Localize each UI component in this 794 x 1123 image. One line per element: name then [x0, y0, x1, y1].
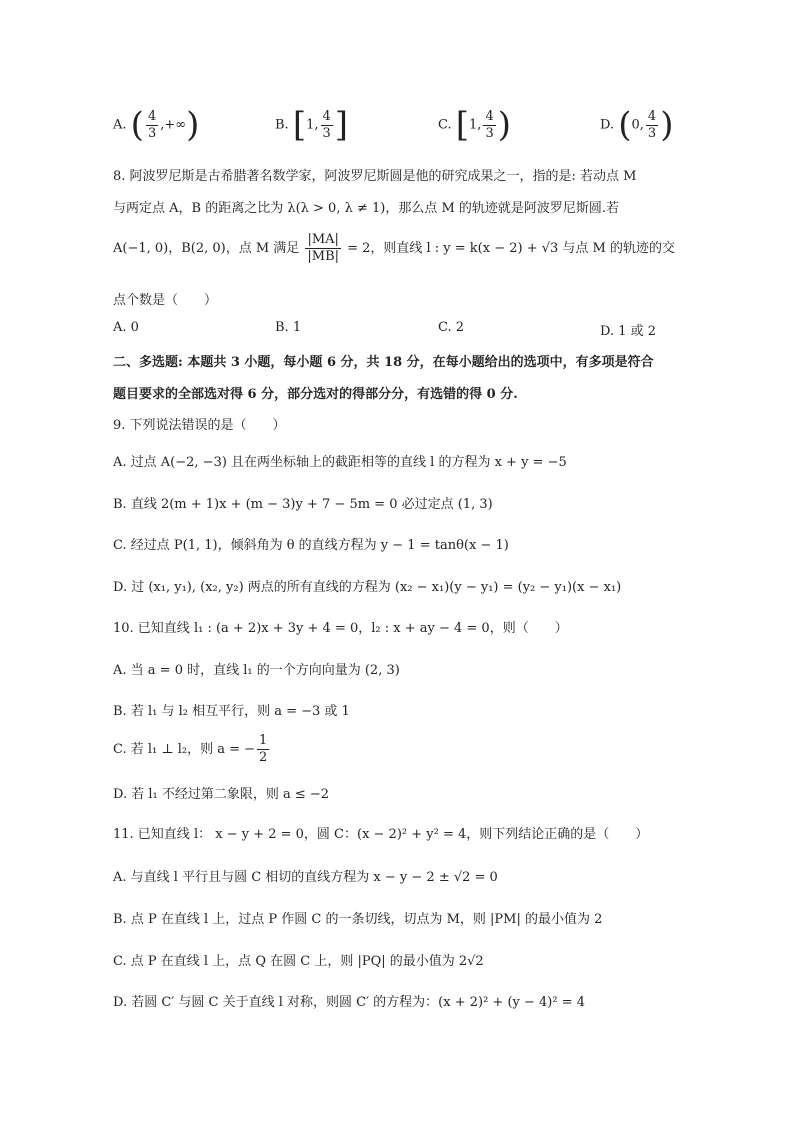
q9-option-c: C. 经过点 P(1, 1)，倾斜角为 θ 的直线方程为 y − 1 = tanθ(x − 1) — [113, 538, 509, 553]
q8-stem-line-1: 8. 阿波罗尼斯是古希腊著名数学家，阿波罗尼斯圆是他的研究成果之一，指的是: 若动点 M — [113, 169, 637, 184]
q10-stem: 10. 已知直线 l₁ : (a + 2)x + 3y + 4 = 0，l₂ : x + ay − 4 = 0，则（ ） — [113, 621, 568, 636]
q8-stem-line-3: A(−1, 0)，B(2, 0)，点 M 满足 $\frac{|MA|}{|MB|}$ = 2，则直线 l : y = k(x − 2) + √3 与点 M 的轨迹的交 — [113, 232, 675, 264]
q8-option-b: B. 1 — [275, 320, 302, 335]
q10-option-c: C. 若 l₁ ⊥ l₂，则 a = − $\frac{1}{2}$ — [113, 733, 268, 765]
q10-option-b: B. 若 l₁ 与 l₂ 相互平行，则 a = −3 或 1 — [113, 704, 350, 719]
q7-option-a: A. ( $\frac{4}{3}$ ,+∞) — [113, 105, 200, 145]
q11-option-d: D. 若圆 C′ 与圆 C 关于直线 l 对称，则圆 C′ 的方程为：(x + 2)² + (y − 4)² = 4 — [113, 995, 586, 1010]
q8-option-c: C. 2 — [438, 320, 465, 335]
section-2-heading-line-2: 题目要求的全部选对得 6 分，部分选对的得部分分，有选错的得 0 分. — [113, 387, 518, 402]
q9-option-d: D. 过 (x₁, y₁), (x₂, y₂) 两点的所有直线的方程为 (x₂ − x₁)(y − y₁) = (y₂ − y₁)(x − x₁) — [113, 580, 622, 595]
q8-stem-line-2: 与两定点 A，B 的距离之比为 λ(λ > 0, λ ≠ 1)，那么点 M 的轨迹就是阿波罗尼斯圆.若 — [113, 201, 620, 216]
q9-option-a: A. 过点 A(−2, −3) 且在两坐标轴上的截距相等的直线 l 的方程为 x + y = −5 — [113, 455, 567, 470]
q8-stem-line-4: 点个数是（ ） — [113, 293, 218, 308]
q11-stem: 11. 已知直线 l： x − y + 2 = 0，圆 C：(x − 2)² + y² = 4，则下列结论正确的是（ ） — [113, 827, 649, 842]
q8-option-a: A. 0 — [113, 320, 139, 335]
q8-option-d: D. 1 或 2 — [600, 324, 657, 339]
q10-option-d: D. 若 l₁ 不经过第二象限，则 a ≤ −2 — [113, 787, 330, 802]
q10-c-fraction: $\frac{1}{2}$ — [259, 733, 268, 765]
q9-stem: 9. 下列说法错误的是（ ） — [113, 418, 286, 433]
q11-option-b: B. 点 P 在直线 l 上，过点 P 作圆 C 的一条切线，切点为 M，则 |PM| 的最小值为 2 — [113, 912, 603, 927]
q10-option-a: A. 当 a = 0 时，直线 l₁ 的一个方向向量为 (2, 3) — [113, 663, 400, 678]
q11-option-a: A. 与直线 l 平行且与圆 C 相切的直线方程为 x − y − 2 ± √2 = 0 — [113, 870, 498, 885]
q7-option-b: B. [1, $\frac{4}{3}$ ] — [275, 105, 349, 145]
q8-ratio-fraction: $\frac{|MA|}{|MB|}$ — [307, 232, 339, 264]
q11-option-c: C. 点 P 在直线 l 上，点 Q 在圆 C 上，则 |PQ| 的最小值为 2√2 — [113, 954, 484, 969]
q7-option-d: D. (0, $\frac{4}{3}$ ) — [600, 105, 674, 145]
q7-option-c: C. [1, $\frac{4}{3}$ ) — [438, 105, 511, 145]
section-2-heading-line-1: 二、多选题: 本题共 3 小题，每小题 6 分，共 18 分，在每小题给出的选项中，有多项是符合 — [113, 355, 654, 370]
q9-option-b: B. 直线 2(m + 1)x + (m − 3)y + 7 − 5m = 0 必过定点 (1, 3) — [113, 497, 493, 512]
